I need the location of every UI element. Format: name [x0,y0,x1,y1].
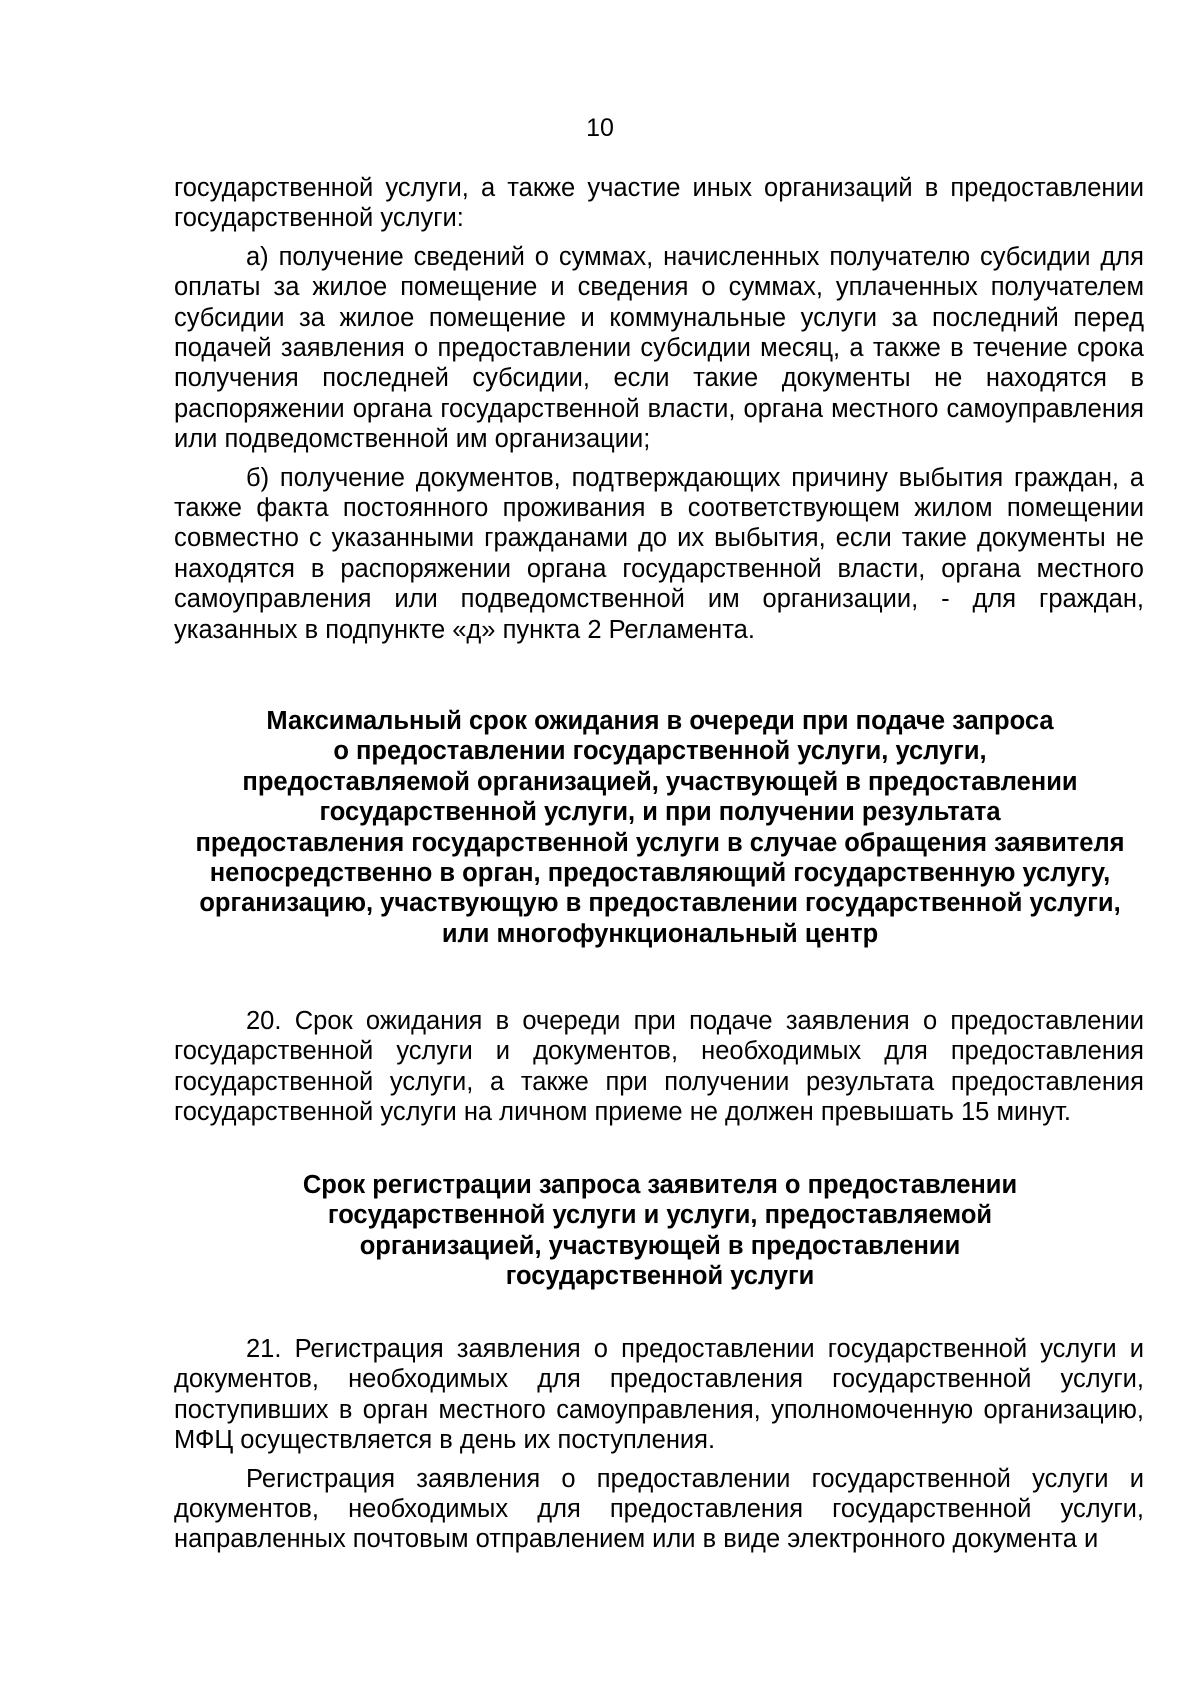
heading-line: организацию, участвующую в предоставлении государственной услуги, [199,889,1121,918]
heading-line: Срок регистрации запроса заявителя о предоставлении [302,1171,1018,1199]
heading-line: Максимальный срок ожидания в очереди при подаче запроса [266,707,1054,735]
section-heading-registration [160,1170,1160,1292]
paragraph-20: 20. Срок ожидания в очереди при подаче заявления о предоставлении государственной услуги и документов, необходимых для предоставления государственной услуги, а также при получении результата предоставления государственной услуги на личном приеме не должен превышать 15 минут. [174,1007,1144,1127]
paragraph-item-b: б) получение документов, подтверждающих причину выбытия граждан, а также факта постоянного проживания в соответствующем жилом помещении совместно с указанными гражданами до их выбытия, если такие документы не находятся в распоряжении органа государственной власти, органа местного самоуправления или подведомственной им организации, - для граждан, указанных в подпункте «д» пункта 2 Регламента. [174,463,1144,644]
heading-line: непосредственно в орган, предоставляющий государственную услугу, [209,859,1111,888]
paragraph-continuation: государственной услуги, а также участие иных организаций в предоставлении государственной услуги: [174,174,1144,233]
heading-line: предоставляемой организацией, участвующей в предоставлении [242,767,1078,796]
text-block-3 [174,1334,1144,1555]
heading-line: государственной услуги [505,1262,815,1291]
heading-line: государственной услуги и услуги, предоставляемой [327,1201,993,1230]
heading-line: или многофункциональный центр [441,919,879,948]
text-block-1 [174,173,1144,645]
paragraph-item-a: а) получение сведений о суммах, начисленных получателю субсидии для оплаты за жилое помещение и сведения о суммах, уплаченных получателем субсидии за жилое помещение и коммунальные услуги за последний перед подачей заявления о предоставлении субсидии месяц, а также в течение срока получения последней субсидии, если такие документы не находятся в распоряжении органа государственной власти, органа местного самоуправления или подведомственной им организации; [174,242,1144,454]
page-number: 10 [586,114,614,142]
heading-line: о предоставлении государственной услуги, услуги, [333,737,987,766]
heading-line: предоставления государственной услуги в случае обращения заявителя [195,828,1125,857]
text-block-2 [174,1006,1144,1128]
section-heading-max-wait [160,706,1160,949]
heading-line: государственной услуги, и при получении результата [319,798,1001,827]
heading-line: организацией, участвующей в предоставлении [359,1231,961,1260]
paragraph-21: 21. Регистрация заявления о предоставлении государственной услуги и документов, необходимых для предоставления государственной услуги, поступивших в орган местного самоуправления, уполномоченную организацию, МФЦ осуществляется в день их поступления. [174,1335,1144,1455]
paragraph-registration-postal: Регистрация заявления о предоставлении государственной услуги и документов, необходимых для предоставления государственной услуги, направленных почтовым отправлением или в виде электронного документа и [174,1464,1144,1554]
